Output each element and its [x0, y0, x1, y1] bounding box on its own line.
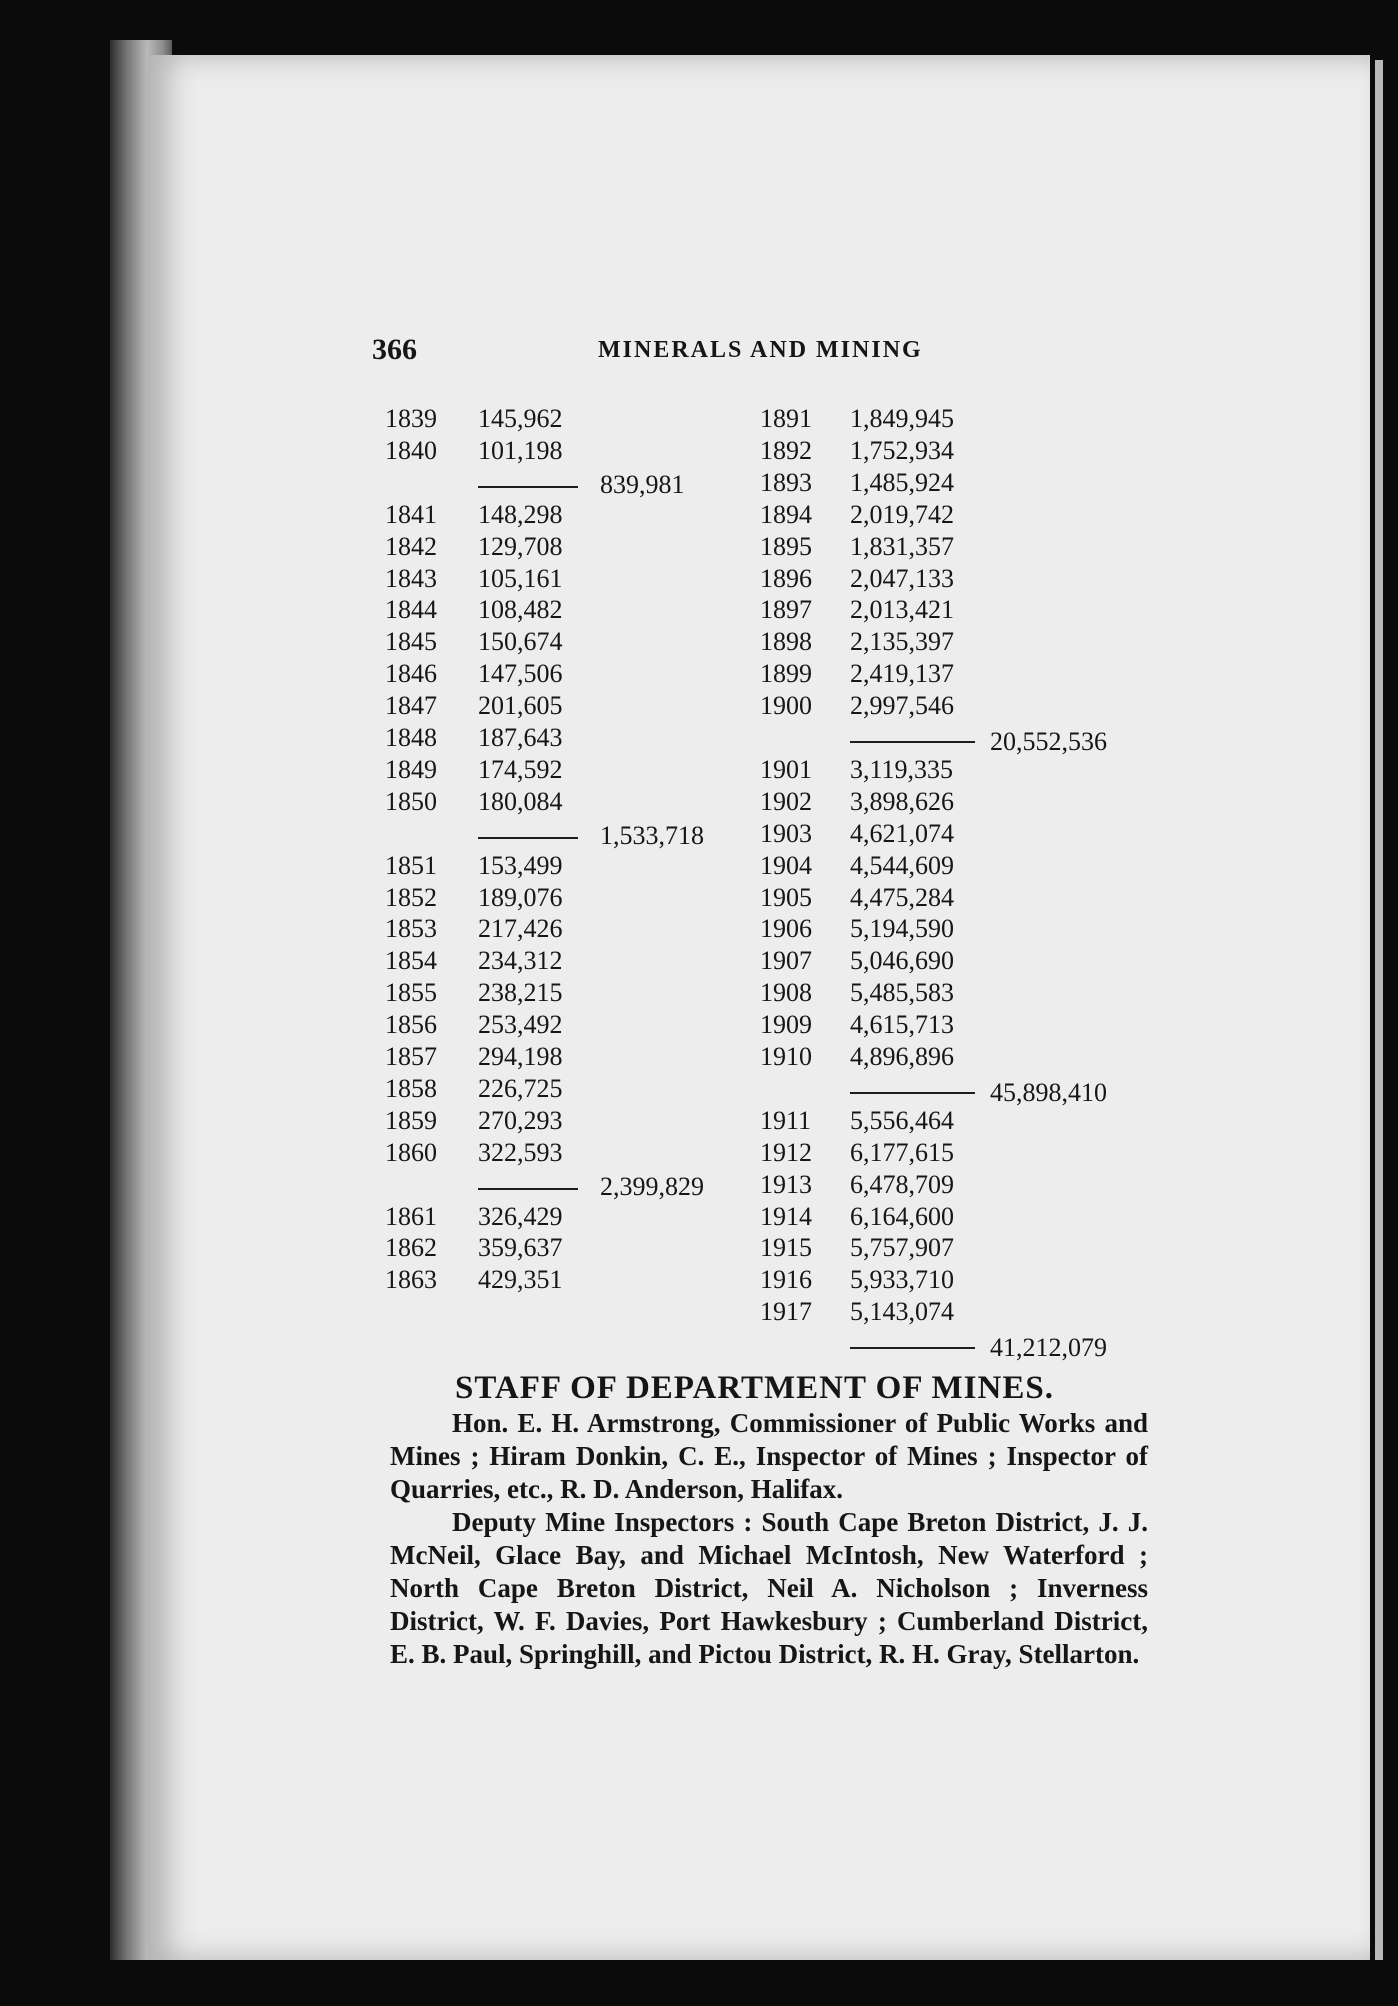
left-value: 101,198: [478, 435, 563, 465]
right-value: 4,544,609: [850, 850, 954, 880]
left-year: 1860: [385, 1137, 437, 1167]
left-year: 1840: [385, 435, 437, 465]
right-value: 2,013,421: [850, 595, 954, 625]
left-value: 201,605: [478, 691, 563, 721]
right-subtotal-rule: [850, 1347, 975, 1349]
left-value: 326,429: [478, 1201, 563, 1231]
left-year: 1857: [385, 1042, 437, 1071]
section-text: [390, 1407, 1148, 1671]
left-value: 238,215: [478, 978, 563, 1008]
left-year: 1853: [385, 914, 437, 944]
left-year: 1847: [385, 691, 437, 721]
right-value: 2,419,137: [850, 659, 954, 689]
right-value: 4,896,896: [850, 1042, 954, 1071]
left-value: 129,708: [478, 531, 563, 561]
right-year: 1895: [760, 531, 812, 561]
left-subtotal: 839,981: [600, 469, 685, 499]
right-value: 1,752,934: [850, 435, 954, 465]
page-number: 366: [372, 333, 417, 366]
right-year: 1902: [760, 786, 812, 816]
right-value: 6,177,615: [850, 1137, 954, 1167]
right-year: 1907: [760, 946, 812, 976]
left-value: 234,312: [478, 946, 563, 976]
right-year: 1905: [760, 882, 812, 912]
left-value: 226,725: [478, 1073, 563, 1103]
right-year: 1904: [760, 850, 812, 880]
left-value: 145,962: [478, 404, 563, 433]
right-value: 2,997,546: [850, 691, 954, 721]
left-year: 1839: [385, 404, 437, 433]
left-year: 1861: [385, 1201, 437, 1231]
right-year: 1897: [760, 595, 812, 625]
right-value: 1,485,924: [850, 467, 954, 497]
right-year: 1915: [760, 1233, 812, 1263]
left-subtotal-rule: [478, 1188, 578, 1190]
left-value: 217,426: [478, 914, 563, 944]
right-year: 1899: [760, 659, 812, 689]
right-year: 1893: [760, 467, 812, 497]
right-year: 1900: [760, 691, 812, 721]
left-year: 1846: [385, 659, 437, 689]
left-subtotal-rule: [478, 837, 578, 839]
left-year: 1849: [385, 754, 437, 784]
page-edge: [1375, 60, 1383, 1960]
right-value: 5,556,464: [850, 1105, 954, 1135]
right-value: 2,135,397: [850, 627, 954, 657]
right-value: 1,849,945: [850, 404, 954, 433]
left-year: 1852: [385, 882, 437, 912]
right-value: 4,615,713: [850, 1010, 954, 1040]
left-value: 429,351: [478, 1265, 563, 1295]
right-year: 1912: [760, 1137, 812, 1167]
right-value: 5,757,907: [850, 1233, 954, 1263]
left-value: 189,076: [478, 882, 563, 912]
right-value: 5,143,074: [850, 1297, 954, 1327]
right-value: 2,047,133: [850, 563, 954, 593]
right-subtotal: 20,552,536: [990, 727, 1107, 756]
right-value: 5,485,583: [850, 978, 954, 1008]
right-year: 1909: [760, 1010, 812, 1040]
right-year: 1916: [760, 1265, 812, 1295]
left-value: 174,592: [478, 754, 563, 784]
right-year: 1894: [760, 499, 812, 529]
left-subtotal-rule: [478, 486, 578, 488]
left-value: 294,198: [478, 1042, 563, 1071]
right-year: 1906: [760, 914, 812, 944]
left-year: 1843: [385, 563, 437, 593]
left-year: 1850: [385, 786, 437, 816]
right-subtotal: 45,898,410: [990, 1077, 1107, 1107]
right-value: 5,194,590: [850, 914, 954, 944]
left-value: 270,293: [478, 1105, 563, 1135]
right-subtotal: 41,212,079: [990, 1333, 1107, 1363]
right-value: 5,046,690: [850, 946, 954, 976]
right-year: 1910: [760, 1042, 812, 1071]
right-year: 1891: [760, 404, 812, 433]
left-subtotal: 1,533,718: [600, 820, 704, 850]
left-value: 322,593: [478, 1137, 563, 1167]
right-year: 1914: [760, 1201, 812, 1231]
right-value: 4,475,284: [850, 882, 954, 912]
left-year: 1844: [385, 595, 437, 625]
left-value: 108,482: [478, 595, 563, 625]
right-value: 6,478,709: [850, 1169, 954, 1199]
running-title: MINERALS AND MINING: [598, 337, 923, 363]
right-year: 1913: [760, 1169, 812, 1199]
right-subtotal-rule: [850, 1092, 975, 1094]
right-year: 1892: [760, 435, 812, 465]
right-year: 1898: [760, 627, 812, 657]
left-year: 1862: [385, 1233, 437, 1263]
right-year: 1896: [760, 563, 812, 593]
left-year: 1842: [385, 531, 437, 561]
right-value: 1,831,357: [850, 531, 954, 561]
left-year: 1841: [385, 499, 437, 529]
right-subtotal-rule: [850, 741, 975, 743]
right-value: 3,898,626: [850, 786, 954, 816]
right-year: 1903: [760, 818, 812, 848]
left-value: 105,161: [478, 563, 563, 593]
left-year: 1845: [385, 627, 437, 657]
left-year: 1855: [385, 978, 437, 1008]
section-heading: STAFF OF DEPARTMENT OF MINES.: [455, 1370, 1054, 1406]
left-year: 1856: [385, 1010, 437, 1040]
right-value: 4,621,074: [850, 818, 954, 848]
right-year: 1908: [760, 978, 812, 1008]
left-value: 187,643: [478, 723, 563, 752]
left-subtotal: 2,399,829: [600, 1171, 704, 1201]
left-value: 150,674: [478, 627, 563, 657]
left-value: 253,492: [478, 1010, 563, 1040]
left-year: 1858: [385, 1073, 437, 1103]
paragraph-staff: Hon. E. H. Armstrong, Commissioner of Public Works and Mines ; Hiram Donkin, C. E., Inspector of Mines ; Inspector of Quarries, etc., R. D. Anderson, Halifax.: [390, 1408, 1148, 1504]
paragraph-deputy-inspectors: Deputy Mine Inspectors : South Cape Breton District, J. J. McNeil, Glace Bay, and Michael McIntosh, New Waterford ; North Cape Breton District, Neil A. Nicholson ; Inverness District, W. F. Davies, Port Hawkesbury ; Cumberland District, E. B. Paul, Springhill, and Pictou District, R. H. Gray, Stellarton.: [390, 1507, 1148, 1669]
left-value: 147,506: [478, 659, 563, 689]
left-value: 148,298: [478, 499, 563, 529]
left-year: 1851: [385, 850, 437, 880]
left-year: 1863: [385, 1265, 437, 1295]
right-year: 1911: [760, 1105, 812, 1135]
right-value: 5,933,710: [850, 1265, 954, 1295]
right-value: 3,119,335: [850, 754, 954, 784]
left-value: 359,637: [478, 1233, 563, 1263]
right-year: 1901: [760, 754, 812, 784]
right-year: 1917: [760, 1297, 812, 1327]
left-value: 180,084: [478, 786, 563, 816]
left-year: 1848: [385, 723, 437, 752]
right-value: 2,019,742: [850, 499, 954, 529]
left-year: 1854: [385, 946, 437, 976]
right-value: 6,164,600: [850, 1201, 954, 1231]
left-year: 1859: [385, 1105, 437, 1135]
left-value: 153,499: [478, 850, 563, 880]
